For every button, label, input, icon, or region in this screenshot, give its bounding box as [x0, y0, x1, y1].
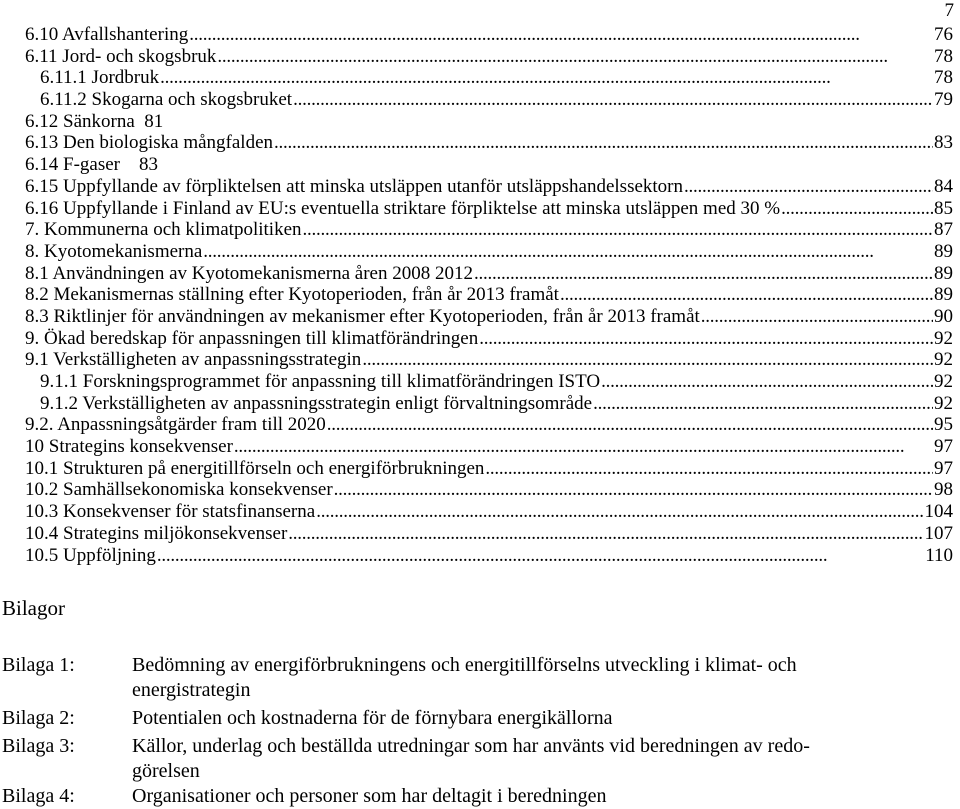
toc-entry-page: 79 — [934, 89, 953, 111]
toc-dot-leader — [362, 349, 933, 371]
toc-entry[interactable] — [25, 219, 953, 241]
toc-dot-leader — [560, 284, 933, 306]
toc-dot-leader — [684, 176, 933, 198]
toc-entry-page: 97 — [934, 436, 953, 458]
toc-entry-page: 84 — [934, 175, 953, 197]
appendix-description-line: görelsen — [132, 759, 200, 782]
toc-entry-page: 92 — [934, 392, 953, 414]
toc-entry-title: 6.10 Avfallshantering — [25, 24, 189, 45]
appendix-description — [132, 734, 944, 783]
toc-entry-title: 6.13 Den biologiska mångfalden — [25, 132, 274, 154]
toc-entry-title: 9.1.2 Verkställigheten av anpassningsstrategin enligt förvaltningsområde — [40, 392, 593, 414]
toc-entry-page: 90 — [934, 305, 953, 327]
toc-entry[interactable] — [25, 241, 953, 263]
toc-entry-title: 8. Kyotomekanismerna — [25, 240, 203, 262]
appendix-label: Bilaga 3: — [2, 735, 75, 757]
toc-entry[interactable] — [25, 545, 953, 567]
toc-entry[interactable] — [25, 198, 953, 220]
toc-entry-page: 87 — [934, 219, 953, 241]
appendix-description — [132, 653, 944, 702]
toc-entry-title: 10 Strategins konsekvenser — [25, 436, 233, 458]
toc-entry-title: 10.2 Samhällsekonomiska konsekvenser — [25, 479, 333, 501]
toc-dot-leader — [288, 523, 923, 545]
toc-entry[interactable] — [25, 111, 953, 133]
toc-entry-title: 6.14 F-gaser 83 — [25, 154, 158, 176]
toc-entry-page: 98 — [934, 479, 953, 501]
appendix-description-line: Källor, underlag och beställda utredningar som har använts vid beredningen av redo- — [132, 735, 810, 757]
toc-entry-title: 10.4 Strategins miljökonsekvenser — [25, 522, 288, 544]
appendix-description — [132, 706, 944, 731]
toc-dot-leader — [479, 328, 933, 350]
toc-entry[interactable] — [25, 132, 953, 154]
toc-entry[interactable] — [25, 523, 953, 545]
appendix-heading: Bilagor — [2, 596, 65, 620]
toc-entry[interactable] — [25, 393, 953, 415]
toc-dot-leader — [217, 46, 933, 68]
toc-entry[interactable] — [25, 328, 953, 350]
toc-dot-leader — [293, 89, 933, 111]
appendix-description-line: Potentialen och kostnaderna för de förnybara energikällorna — [132, 707, 613, 729]
toc-entry[interactable] — [25, 263, 953, 285]
toc-entry-page: 95 — [934, 414, 953, 436]
toc-entry-title: 9. Ökad beredskap för anpassningen till klimatförändringen — [25, 327, 479, 349]
toc-dot-leader — [160, 67, 933, 89]
toc-dot-leader — [274, 132, 933, 154]
page-number: 7 — [944, 0, 954, 21]
appendix-description-line: Bedömning av energiförbrukningens och energitillförselns utveckling i klimat- och — [132, 654, 797, 676]
toc-entry-title: 8.2 Mekanismernas ställning efter Kyotoperioden, från år 2013 framåt — [25, 284, 559, 306]
toc-entry-title: 6.15 Uppfyllande av förpliktelsen att minska utsläppen utanför utsläppshandelssektorn — [25, 175, 683, 197]
toc-entry-title: 10.5 Uppföljning — [25, 544, 156, 566]
toc-entry-page: 92 — [934, 327, 953, 349]
toc-entry-page: 78 — [934, 45, 953, 67]
toc-entry-title: 6.11.2 Skogarna och skogsbruket — [40, 89, 293, 111]
toc-dot-leader — [593, 393, 933, 415]
toc-dot-leader — [303, 219, 933, 241]
appendix-description-line: Organisationer och personer som har deltagit i beredningen — [132, 785, 607, 807]
toc-entry-title: 9.2. Anpassningsåtgärder fram till 2020 — [25, 414, 326, 436]
appendix-label: Bilaga 1: — [2, 654, 75, 676]
toc-dot-leader — [701, 306, 933, 328]
toc-dot-leader — [334, 479, 933, 501]
toc-dot-leader — [157, 545, 924, 567]
toc-entry[interactable] — [25, 67, 953, 89]
toc-entry-title: 7. Kommunerna och klimatpolitiken — [25, 219, 302, 241]
toc-entry-title: 10.3 Konsekvenser för statsfinanserna — [25, 501, 316, 523]
toc-entry-title: 9.1.1 Forskningsprogrammet för anpassning till klimatförändringen ISTO — [40, 371, 601, 392]
toc-entry[interactable] — [25, 176, 953, 198]
toc-dot-leader — [474, 263, 933, 285]
toc-entry[interactable] — [25, 154, 953, 176]
toc-entry[interactable] — [25, 306, 953, 328]
toc-dot-leader — [327, 414, 933, 436]
toc-dot-leader — [601, 371, 933, 393]
toc-entry-title: 9.1 Verkställigheten av anpassningsstrategin — [25, 349, 362, 371]
toc-entry[interactable] — [25, 501, 953, 523]
toc-dot-leader — [203, 241, 933, 263]
appendix-label: Bilaga 2: — [2, 707, 75, 729]
toc-entry[interactable] — [25, 284, 953, 306]
toc-dot-leader — [485, 458, 933, 480]
toc-entry-page: 83 — [934, 132, 953, 154]
toc-entry-page: 76 — [934, 24, 953, 45]
toc-entry-title: 8.3 Riktlinjer för användningen av mekanismer efter Kyotoperioden, från år 2013 framåt — [25, 305, 700, 327]
toc-entry-title: 6.11.1 Jordbruk — [40, 67, 160, 89]
toc-entry-page: 78 — [934, 67, 953, 89]
toc-entry-page: 89 — [934, 262, 953, 284]
toc-entry[interactable] — [25, 458, 953, 480]
toc-dot-leader — [189, 24, 933, 46]
toc-entry[interactable] — [25, 349, 953, 371]
toc-entry-title: 8.1 Användningen av Kyotomekanismerna åren 2008 2012 — [25, 262, 473, 284]
toc-entry-page: 89 — [934, 284, 953, 306]
toc-entry-page: 104 — [924, 501, 953, 523]
appendix-label: Bilaga 4: — [2, 785, 75, 807]
toc-dot-leader — [316, 501, 923, 523]
toc-dot-leader — [781, 198, 933, 220]
toc-entry[interactable] — [25, 46, 953, 68]
toc-entry[interactable] — [25, 436, 953, 458]
toc-entry[interactable] — [25, 414, 953, 436]
toc-entry[interactable] — [25, 24, 953, 46]
toc-entry-title: 6.16 Uppfyllande i Finland av EU:s eventuella striktare förpliktelse att minska utsläppen med 30 % — [25, 197, 781, 219]
toc-entry[interactable] — [25, 371, 953, 393]
appendix-description — [132, 784, 944, 809]
toc-entry-page: 85 — [934, 197, 953, 219]
toc-entry-title: 10.1 Strukturen på energitillförseln och energiförbrukningen — [25, 457, 485, 479]
appendix-description-line: energistrategin — [132, 678, 251, 701]
table-of-contents — [25, 24, 953, 566]
toc-entry[interactable] — [25, 479, 953, 501]
toc-entry-page: 107 — [924, 522, 953, 544]
toc-entry[interactable] — [25, 89, 953, 111]
toc-entry-page: 92 — [934, 371, 953, 392]
toc-dot-leader — [234, 436, 933, 458]
toc-entry-page: 110 — [925, 544, 953, 566]
toc-entry-title: 6.11 Jord- och skogsbruk — [25, 45, 217, 67]
toc-entry-page: 89 — [934, 240, 953, 262]
toc-entry-page: 92 — [934, 349, 953, 371]
toc-entry-page: 97 — [934, 457, 953, 479]
toc-entry-title: 6.12 Sänkorna 81 — [25, 110, 164, 132]
